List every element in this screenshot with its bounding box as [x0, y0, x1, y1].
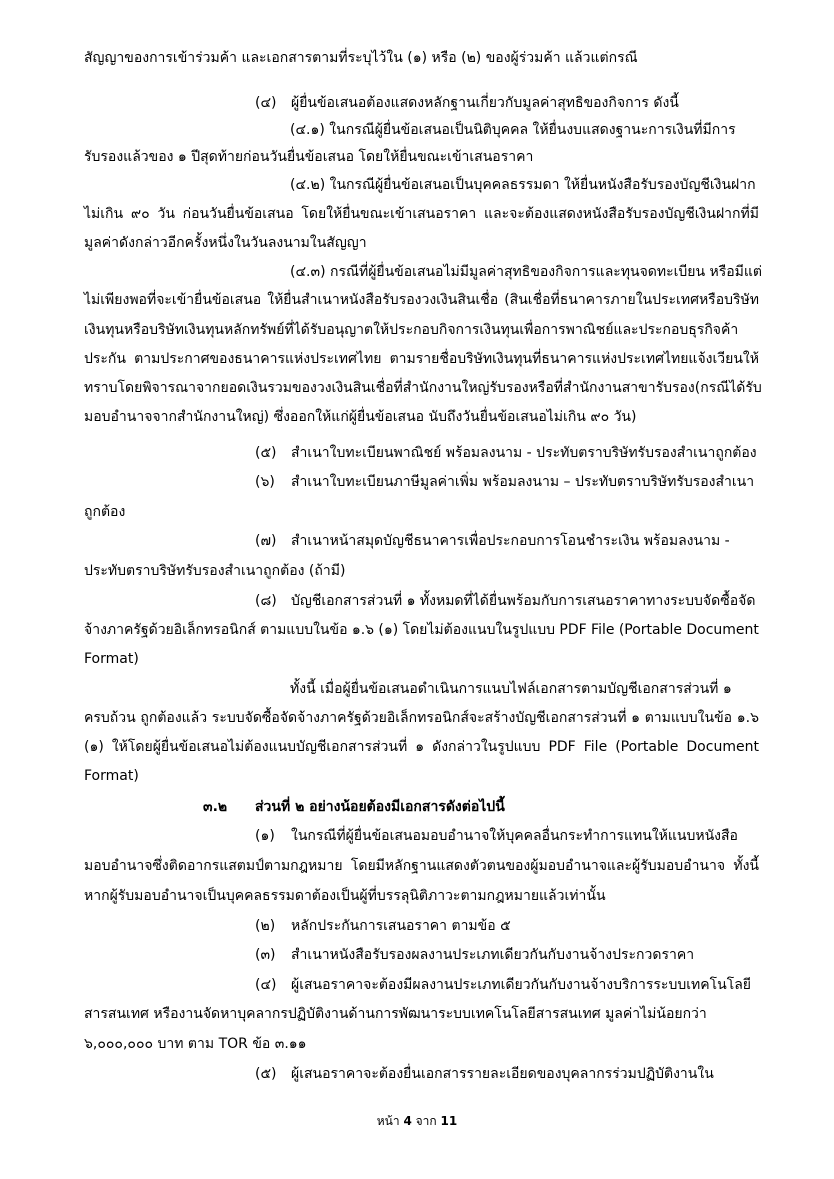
word: ตามแบบในข้อ	[260, 622, 348, 638]
word: (กรณีได้รับ	[694, 380, 762, 396]
page-footer	[0, 1112, 834, 1130]
text-line	[84, 708, 759, 728]
text-line	[84, 620, 759, 640]
item-text: สำเนาหนังสือรับรองผลงานประเภทเดียวกันกับงานจ้างประกวดราคา	[291, 947, 695, 963]
word: (๑)	[84, 739, 104, 755]
text-line	[84, 349, 759, 369]
page-total: 11	[440, 1114, 458, 1128]
page-number: 4	[403, 1114, 412, 1128]
word: ให้โดยผู้ยื่นข้อเสนอไม่ต้องแนบบัญชีเอกสารส่วนที่	[111, 739, 408, 755]
text-line: มูลค่าดังกล่าวอีกครั้งหนึ่งในวันลงนามในสัญญา	[84, 235, 367, 251]
list-item	[255, 916, 511, 936]
text-line: (๔.๓) กรณีที่ผู้ยื่นข้อเสนอไม่มีมูลค่าสุทธิของกิจการและทุนจดทะเบียน หรือมีแต่	[290, 264, 763, 280]
item-number: (๖)	[255, 474, 275, 490]
word: ระบบจัดซื้อจัดจ้างภาครัฐด้วยอิเล็กทรอนิกส์จะสร้างบัญชีเอกสารส่วนที่	[211, 710, 627, 726]
word: ครบถ้วน	[84, 710, 136, 726]
item-number: (๔)	[255, 977, 277, 993]
word: Document	[686, 739, 759, 755]
word: ๑.๖	[736, 710, 759, 726]
text-line: ประทับตราบริษัทรับรองสำเนาถูกต้อง (ถ้ามี)	[84, 563, 346, 579]
text-line: (๔.๑) ในกรณีผู้ยื่นข้อเสนอเป็นนิติบุคคล ให้ยื่นงบแสดงฐานะการเงินที่มีการ	[290, 122, 736, 138]
list-item	[255, 93, 679, 113]
word: โดยไม่ต้องแนบในรูปแบบ	[402, 622, 556, 638]
word: ทราบ	[84, 380, 118, 396]
page-label: หน้า	[376, 1114, 400, 1128]
text-line: มอบอำนาจจากสำนักงานใหญ่) ซึ่งออกให้แก่ผู้ยื่นข้อเสนอ นับถึงวันยื่นข้อเสนอไม่เกิน ๙๐ วัน)	[84, 409, 637, 425]
word: ก่อนวันยื่นข้อเสนอ	[182, 206, 294, 222]
word: ไม่เกิน	[84, 206, 124, 222]
text-line	[84, 737, 759, 757]
text-line: รับรองแล้วของ ๑ ปีสุดท้ายก่อนวันยื่นข้อเสนอ โดยให้ยื่นขณะเข้าเสนอราคา	[84, 149, 534, 165]
word: โดยมีหลักฐานแสดงตัวตนของผู้มอบอำนาจและผู้รับมอบอำนาจ	[350, 858, 726, 874]
item-text: ผู้เสนอราคาจะต้องมีผลงานประเภทเดียวกันกับงานจ้างบริการระบบเทคโนโลยี	[291, 977, 751, 993]
item-number: (๑)	[255, 828, 275, 844]
item-number: (๗)	[255, 533, 277, 549]
list-item	[255, 945, 694, 965]
item-number: (๘)	[255, 593, 277, 609]
word: (Portable	[615, 739, 679, 755]
list-item	[255, 591, 755, 611]
list-item	[255, 1064, 714, 1084]
text-line: สารสนเทศ หรืองานจัดหาบุคลากรปฏิบัติงานด้านการพัฒนาระบบเทคโนโลยีสารสนเทศ มูลค่าไม่น้อยกว่า	[84, 1006, 707, 1022]
word: ตามประกาศของธนาคารแห่งประเทศไทย	[134, 351, 382, 367]
word: มอบอำนาจซึ่งติดอากรแสตมป์ตามกฎหมาย	[84, 858, 343, 874]
text-line	[84, 290, 759, 310]
list-item	[255, 975, 751, 995]
list-item	[255, 443, 757, 463]
word: วัน	[157, 206, 175, 222]
text-line	[84, 320, 759, 340]
text-line: ๖,๐๐๐,๐๐๐ บาท ตาม TOR ข้อ ๓.๑๑	[84, 1036, 307, 1052]
section-title: ส่วนที่ ๒ อย่างน้อยต้องมีเอกสารดังต่อไปนี้	[255, 799, 505, 815]
word: (๑)	[378, 622, 399, 638]
item-number: (๓)	[255, 947, 276, 963]
word: PDF	[548, 739, 576, 755]
text-line	[84, 204, 759, 224]
word: จ้างภาครัฐด้วยอิเล็กทรอนิกส์	[84, 622, 256, 638]
list-item	[255, 826, 738, 846]
list-item	[255, 472, 754, 492]
item-text: สำเนาใบทะเบียนพาณิชย์ พร้อมลงนาม - ประทับตราบริษัทรับรองสำเนาถูกต้อง	[291, 445, 757, 461]
item-text: สำเนาใบทะเบียนภาษีมูลค่าเพิ่ม พร้อมลงนาม – ประทับตราบริษัทรับรองสำเนา	[291, 474, 755, 490]
item-text: ผู้เสนอราคาจะต้องยื่นเอกสารรายละเอียดของบุคลากรร่วมปฏิบัติงานใน	[291, 1066, 714, 1082]
word: และจะต้องแสดงหนังสือรับรองบัญชีเงินฝากที่มี	[484, 206, 759, 222]
word: ๑	[415, 739, 425, 755]
item-number: (๔)	[255, 95, 277, 111]
word: PDF	[559, 622, 587, 638]
word: เงินทุนหรือบริษัทเงินทุนหลักทรัพย์ที่ได้รับอนุญาตให้ประกอบกิจการเงินทุนเพื่อการพาณิชย์และประกอบธุรกิจค้า	[84, 322, 739, 338]
word: โดยให้ยื่นขณะเข้าเสนอราคา	[301, 206, 477, 222]
text-line: หากผู้รับมอบอำนาจเป็นบุคคลธรรมดาต้องเป็นผู้ที่บรรลุนิติภาวะตามกฎหมายแล้วเท่านั้น	[84, 888, 606, 904]
item-number: (๕)	[255, 445, 277, 461]
text-line: ถูกต้อง	[84, 504, 126, 520]
list-item	[255, 531, 730, 551]
word: (สินเชื่อที่ธนาคารภายในประเทศหรือบริษัท	[504, 292, 759, 308]
word: ถูกต้องแล้ว	[140, 710, 208, 726]
page-of-label: จาก	[415, 1114, 437, 1128]
text-line: Format)	[84, 768, 139, 784]
word: File	[591, 622, 615, 638]
word: ๙๐	[130, 206, 150, 222]
word: ทั้งนี้	[733, 858, 759, 874]
word: ๑.๖	[351, 622, 375, 638]
item-number: (๕)	[255, 1066, 277, 1082]
item-text: สำเนาหน้าสมุดบัญชีธนาคารเพื่อประกอบการโอนชำระเงิน พร้อมลงนาม -	[291, 533, 730, 549]
item-text: ในกรณีที่ผู้ยื่นข้อเสนอมอบอำนาจให้บุคคลอื่นกระทำการแทนให้แนบหนังสือ	[291, 828, 738, 844]
section-heading	[203, 797, 505, 817]
item-number: (๒)	[255, 918, 276, 934]
text-line	[84, 856, 759, 876]
text-line: ทั้งนี้ เมื่อผู้ยื่นข้อเสนอดำเนินการแนบไฟล์เอกสารตามบัญชีเอกสารส่วนที่ ๑	[290, 681, 732, 697]
item-text: บัญชีเอกสารส่วนที่ ๑ ทั้งหมดที่ได้ยื่นพร้อมกับการเสนอราคาทางระบบจัดซื้อจัด	[291, 593, 756, 609]
word: โดยพิจารณาจากยอดเงินรวมของวงเงินสินเชื่อที่สำนักงานใหญ่รับรองหรือที่สำนักงานสาขารับรอง	[117, 380, 695, 396]
word: ตามรายชื่อบริษัทเงินทุนที่ธนาคารแห่งประเทศไทยแจ้งเวียนให้	[389, 351, 759, 367]
text-line: (๔.๒) ในกรณีผู้ยื่นข้อเสนอเป็นบุคคลธรรมดา ให้ยื่นหนังสือรับรองบัญชีเงินฝาก	[290, 177, 756, 193]
text-line	[84, 378, 762, 398]
word: ๑	[631, 710, 641, 726]
word: ประกัน	[84, 351, 126, 367]
text-line: Format)	[84, 651, 139, 667]
item-text: หลักประกันการเสนอราคา ตามข้อ ๕	[291, 918, 511, 934]
item-text: ผู้ยื่นข้อเสนอต้องแสดงหลักฐานเกี่ยวกับมูลค่าสุทธิของกิจการ ดังนี้	[291, 95, 679, 111]
word: ดังกล่าวในรูปแบบ	[432, 739, 541, 755]
word: ตามแบบในข้อ	[644, 710, 733, 726]
text-line: สัญญาของการเข้าร่วมค้า และเอกสารตามที่ระบุไว้ใน (๑) หรือ (๒) ของผู้ร่วมค้า แล้วแต่กรณี	[84, 50, 638, 66]
word: (Portable	[618, 622, 683, 638]
word: Document	[686, 622, 759, 638]
word: ไม่เพียงพอที่จะเข้ายื่นข้อเสนอ	[84, 292, 262, 308]
section-number: ๓.๒	[203, 799, 228, 815]
word: File	[583, 739, 608, 755]
word: ให้ยื่นสำเนาหนังสือรับรองวงเงินสินเชื่อ	[267, 292, 499, 308]
